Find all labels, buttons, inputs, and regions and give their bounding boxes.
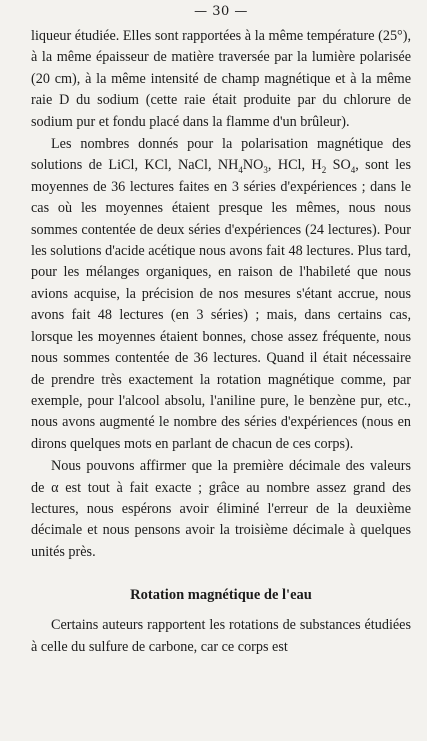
paragraph-text: SO	[326, 157, 351, 174]
paragraph-measurements	[31, 134, 411, 455]
paragraph-text: , sont les moyennes de 36 lectures faites en 3 séries d'expériences ; dans le cas où les moyennes étaient presque les mêmes, nous nous sommes contentée de deux séries d'expériences (24 lectures). Pour les solutions d'acide acétique nous avons fait 48 lectures. Plus tard, pour les mélanges organiques, en raison de l'habileté que nous avions acquise, la précision de nos mesures s'étant accrue, nous avons fait 48 lectures (en 3 séries) ; mais, dans certains cas, lorsque les moyennes étaient bonnes, chose assez fréquente, nous nous sommes contentée de 36 lectures. Quand il était nécessaire de prendre très exactement la rotation magnétique comme, par exemple, pour l'alcool absolu, l'aniline pure, le benzène pur, etc., nous avons augmenté le nombre des séries d'expériences (nous en dirons quelques mots en parlant de chacun de ces corps).	[31, 157, 412, 452]
subscript: 4	[238, 165, 243, 176]
paragraph-continued: liqueur étudiée. Elles sont rapportées à la même température (25°), à la même épaisseur de matière traversée par la lumière polarisée (20 cm), à la même intensité de champ magnétique et à la même raie D du sodium (cette raie était produite par du chlorure de sodium pur et fondu placé dans la flamme d'un brûleur).	[31, 28, 411, 130]
paragraph-text: Les nombres donnés pour la polarisation magnétique des solutions de LiCl, KCl, NaCl, NH	[31, 136, 411, 174]
paragraph-precision: Nous pouvons affirmer que la première décimale des valeurs de α est tout à fait exacte ; grâce au nombre assez grand des lectures, nous espérons avoir éliminé l'erreur de la deuxième décimale et nous pensons avoir la troisième décimale à quelques unités près.	[31, 458, 411, 560]
page-number: — 30 —	[194, 4, 248, 19]
paragraph-water-rotation: Certains auteurs rapportent les rotations de substances étudiées à celle du sulfure de carbone, car ce corps est	[31, 617, 411, 655]
paragraph-text: NO	[242, 157, 264, 174]
subscript: 4	[350, 165, 356, 176]
section-heading: Rotation magnétique de l'eau	[130, 587, 312, 604]
subscript: 2	[321, 165, 327, 176]
paragraph-text: , HCl, H	[267, 157, 322, 174]
subscript: 3	[263, 165, 268, 176]
